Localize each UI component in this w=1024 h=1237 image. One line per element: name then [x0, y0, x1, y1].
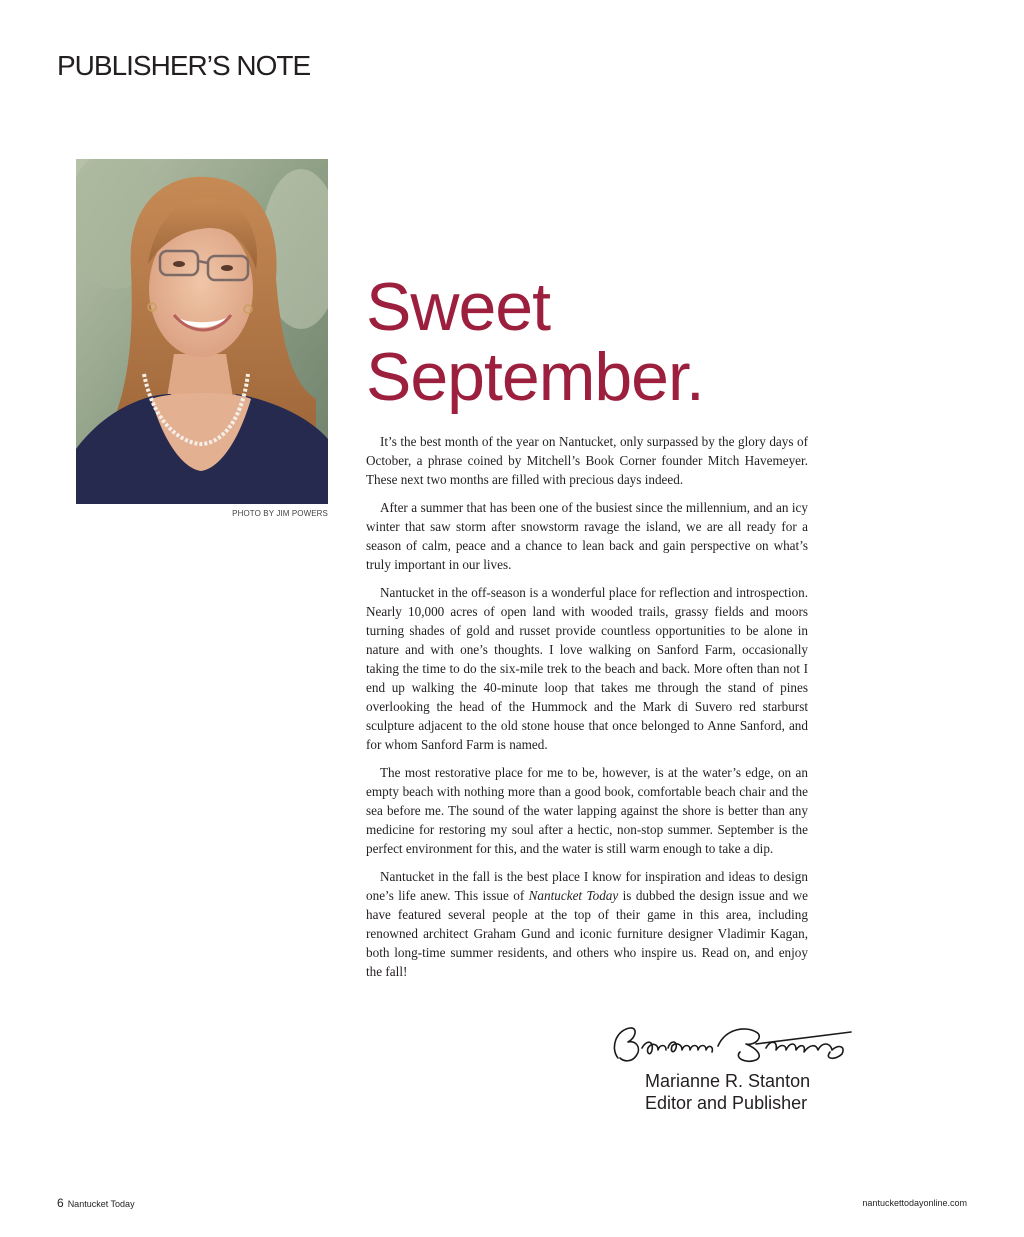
publication-name: Nantucket Today [67, 1199, 135, 1209]
magazine-title: Nantucket Today [528, 888, 619, 903]
footer-left [57, 1196, 135, 1210]
handwritten-signature [606, 1018, 861, 1068]
paragraph-3: Nantucket in the off-season is a wonderful place for reflection and introspection. Nearly 10,000 acres of open land with wooded trails, grassy fields and moors turning shades of gold and russet provide countless opportunities to be alone in nature and with one’s thoughts. I love walking on Sanford Farm, occasionally taking the time to do the six-mile trek to the beach and back. More often than not I end up walking the 40-minute loop that takes me through the stand of pines overlooking the head of the Hummock and the Mark di Suvero red starburst sculpture adjacent to the old stone house that once belonged to Anne Sanford, and for whom Sanford Farm is named. [366, 585, 808, 752]
publisher-name: Marianne R. Stanton [645, 1071, 811, 1091]
publisher-portrait [76, 159, 328, 504]
section-label: PUBLISHER’S NOTE [57, 50, 311, 81]
footer-website: nantuckettodayonline.com [862, 1198, 967, 1208]
paragraph-1: It’s the best month of the year on Nantucket, only surpassed by the glory days of October, a phrase coined by Mitchell’s Book Corner founder Mitch Havemeyer. These next two months are filled with precious days indeed. [366, 434, 808, 487]
publisher-title: Editor and Publisher [645, 1093, 808, 1113]
photo-credit: PHOTO BY JIM POWERS [232, 509, 328, 518]
paragraph-5 [366, 867, 808, 981]
paragraph-5-start: Nantucket in the fall is the best place I know for inspiration and ideas to design one’s life anew. This issue of [366, 869, 808, 903]
headline [366, 269, 704, 415]
headline-line-2: September. [366, 339, 704, 415]
page-number: 6 [57, 1196, 64, 1210]
article-body [366, 432, 808, 990]
paragraph-2: After a summer that has been one of the busiest since the millennium, and an icy winter that saw storm after snowstorm ravage the island, we are all ready for a season of calm, peace and a chance to lean back and gain perspective on what’s truly important in our lives. [366, 500, 808, 572]
paragraph-4: The most restorative place for me to be, however, is at the water’s edge, on an empty beach with nothing more than a good book, comfortable beach chair and the sea before me. The sound of the water lapping against the shore is better than any medicine for restoring my soul after a hectic, non-stop summer. September is the perfect environment for this, and the water is still warm enough to take a dip. [366, 765, 808, 856]
paragraph-5-end: is dubbed the design issue and we have featured several people at the top of their game in this area, including renowned architect Graham Gund and iconic furniture designer Vladimir Kagan, both long-time summer residents, and others who inspire us. Read on, and enjoy the fall! [366, 888, 808, 979]
headline-line-1: Sweet [366, 269, 550, 345]
